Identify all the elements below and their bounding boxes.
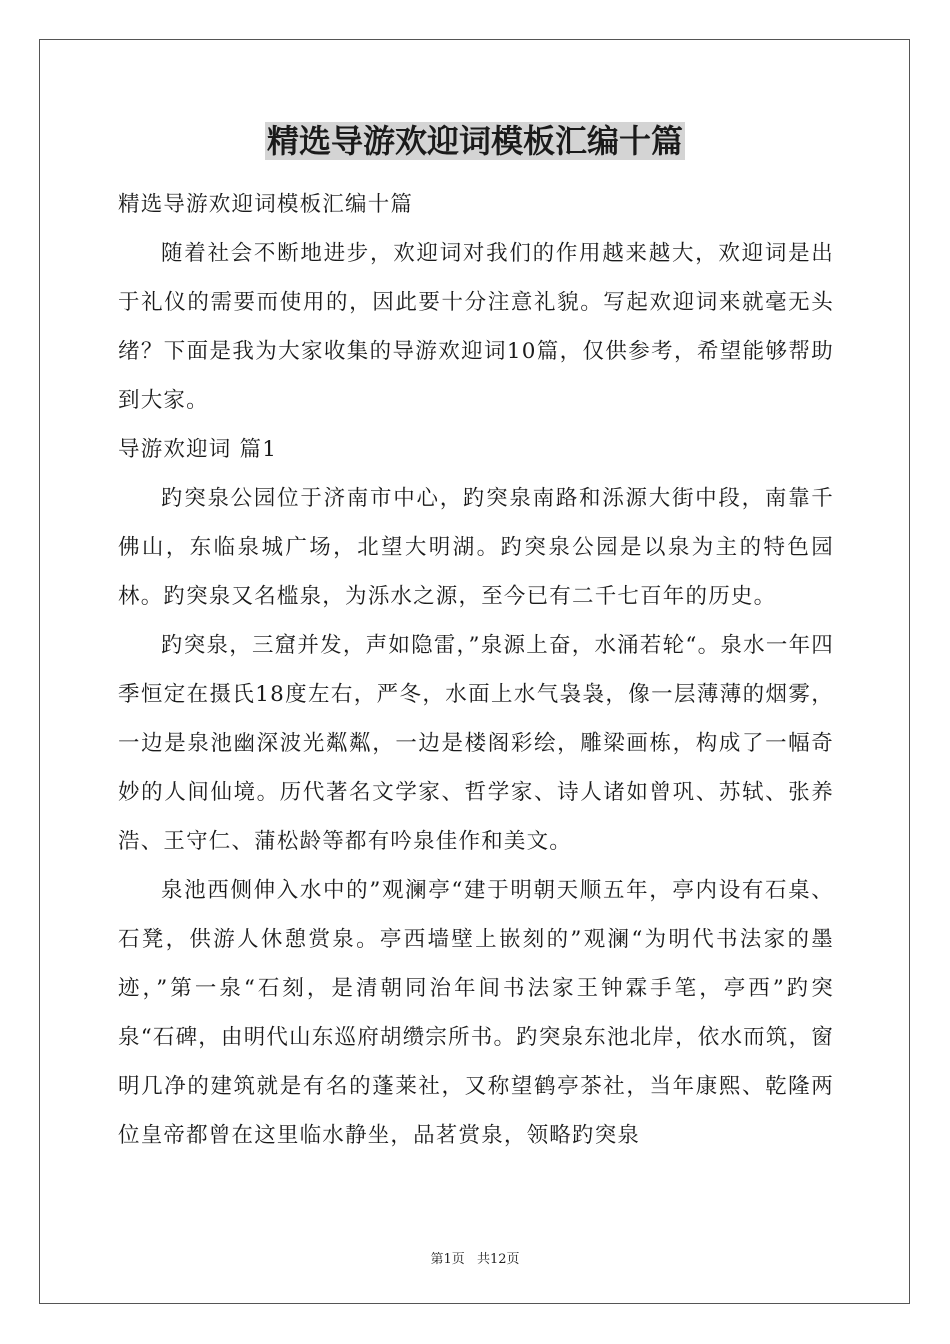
body-paragraph-2: 趵突泉，三窟并发，声如隐雷，”泉源上奋，水涌若轮“。泉水一年四季恒定在摄氏18度左右，严冬，水面上水气袅袅，像一层薄薄的烟雾，一边是泉池幽深波光粼粼，一边是楼阁彩绘，雕梁画栋，构成了一幅奇妙的人间仙境。历代著名文学家、哲学家、诗人诸如曾巩、苏轼、张养浩、王守仁、蒲松龄等都有吟泉佳作和美文。: [118, 633, 834, 854]
body-paragraph-1: 趵突泉公园位于济南市中心，趵突泉南路和泺源大街中段，南靠千佛山，东临泉城广场，北望大明湖。趵突泉公园是以泉为主的特色园林。趵突泉又名槛泉，为泺水之源，至今已有二千七百年的历史。: [118, 486, 834, 609]
page-footer: [0, 1248, 950, 1267]
document-title: [0, 121, 950, 161]
document-title-text: 精选导游欢迎词模板汇编十篇: [266, 122, 683, 160]
document-body: [118, 180, 834, 1160]
document-subtitle: 精选导游欢迎词模板汇编十篇: [118, 192, 414, 217]
intro-paragraph: 随着社会不断地进步，欢迎词对我们的作用越来越大，欢迎词是出于礼仪的需要而使用的，因此要十分注意礼貌。写起欢迎词来就毫无头绪？下面是我为大家收集的导游欢迎词10篇，仅供参考，希望能够帮助到大家。: [118, 241, 834, 413]
page-number: 第1页: [430, 1252, 465, 1267]
body-paragraph-3: 泉池西侧伸入水中的”观澜亭“建于明朝天顺五年，亭内设有石桌、石凳，供游人休憩赏泉。亭西墙壁上嵌刻的”观澜“为明代书法家的墨迹，”第一泉“石刻，是清朝同治年间书法家王钟霖手笔，亭西”趵突泉“石碑，由明代山东巡府胡缵宗所书。趵突泉东池北岸，依水而筑，窗明几净的建筑就是有名的蓬莱社，又称望鹤亭茶社，当年康熙、乾隆两位皇帝都曾在这里临水静坐，品茗赏泉，领略趵突泉: [118, 878, 834, 1148]
section-heading: 导游欢迎词 篇1: [118, 437, 278, 462]
total-pages: 共12页: [476, 1252, 520, 1267]
